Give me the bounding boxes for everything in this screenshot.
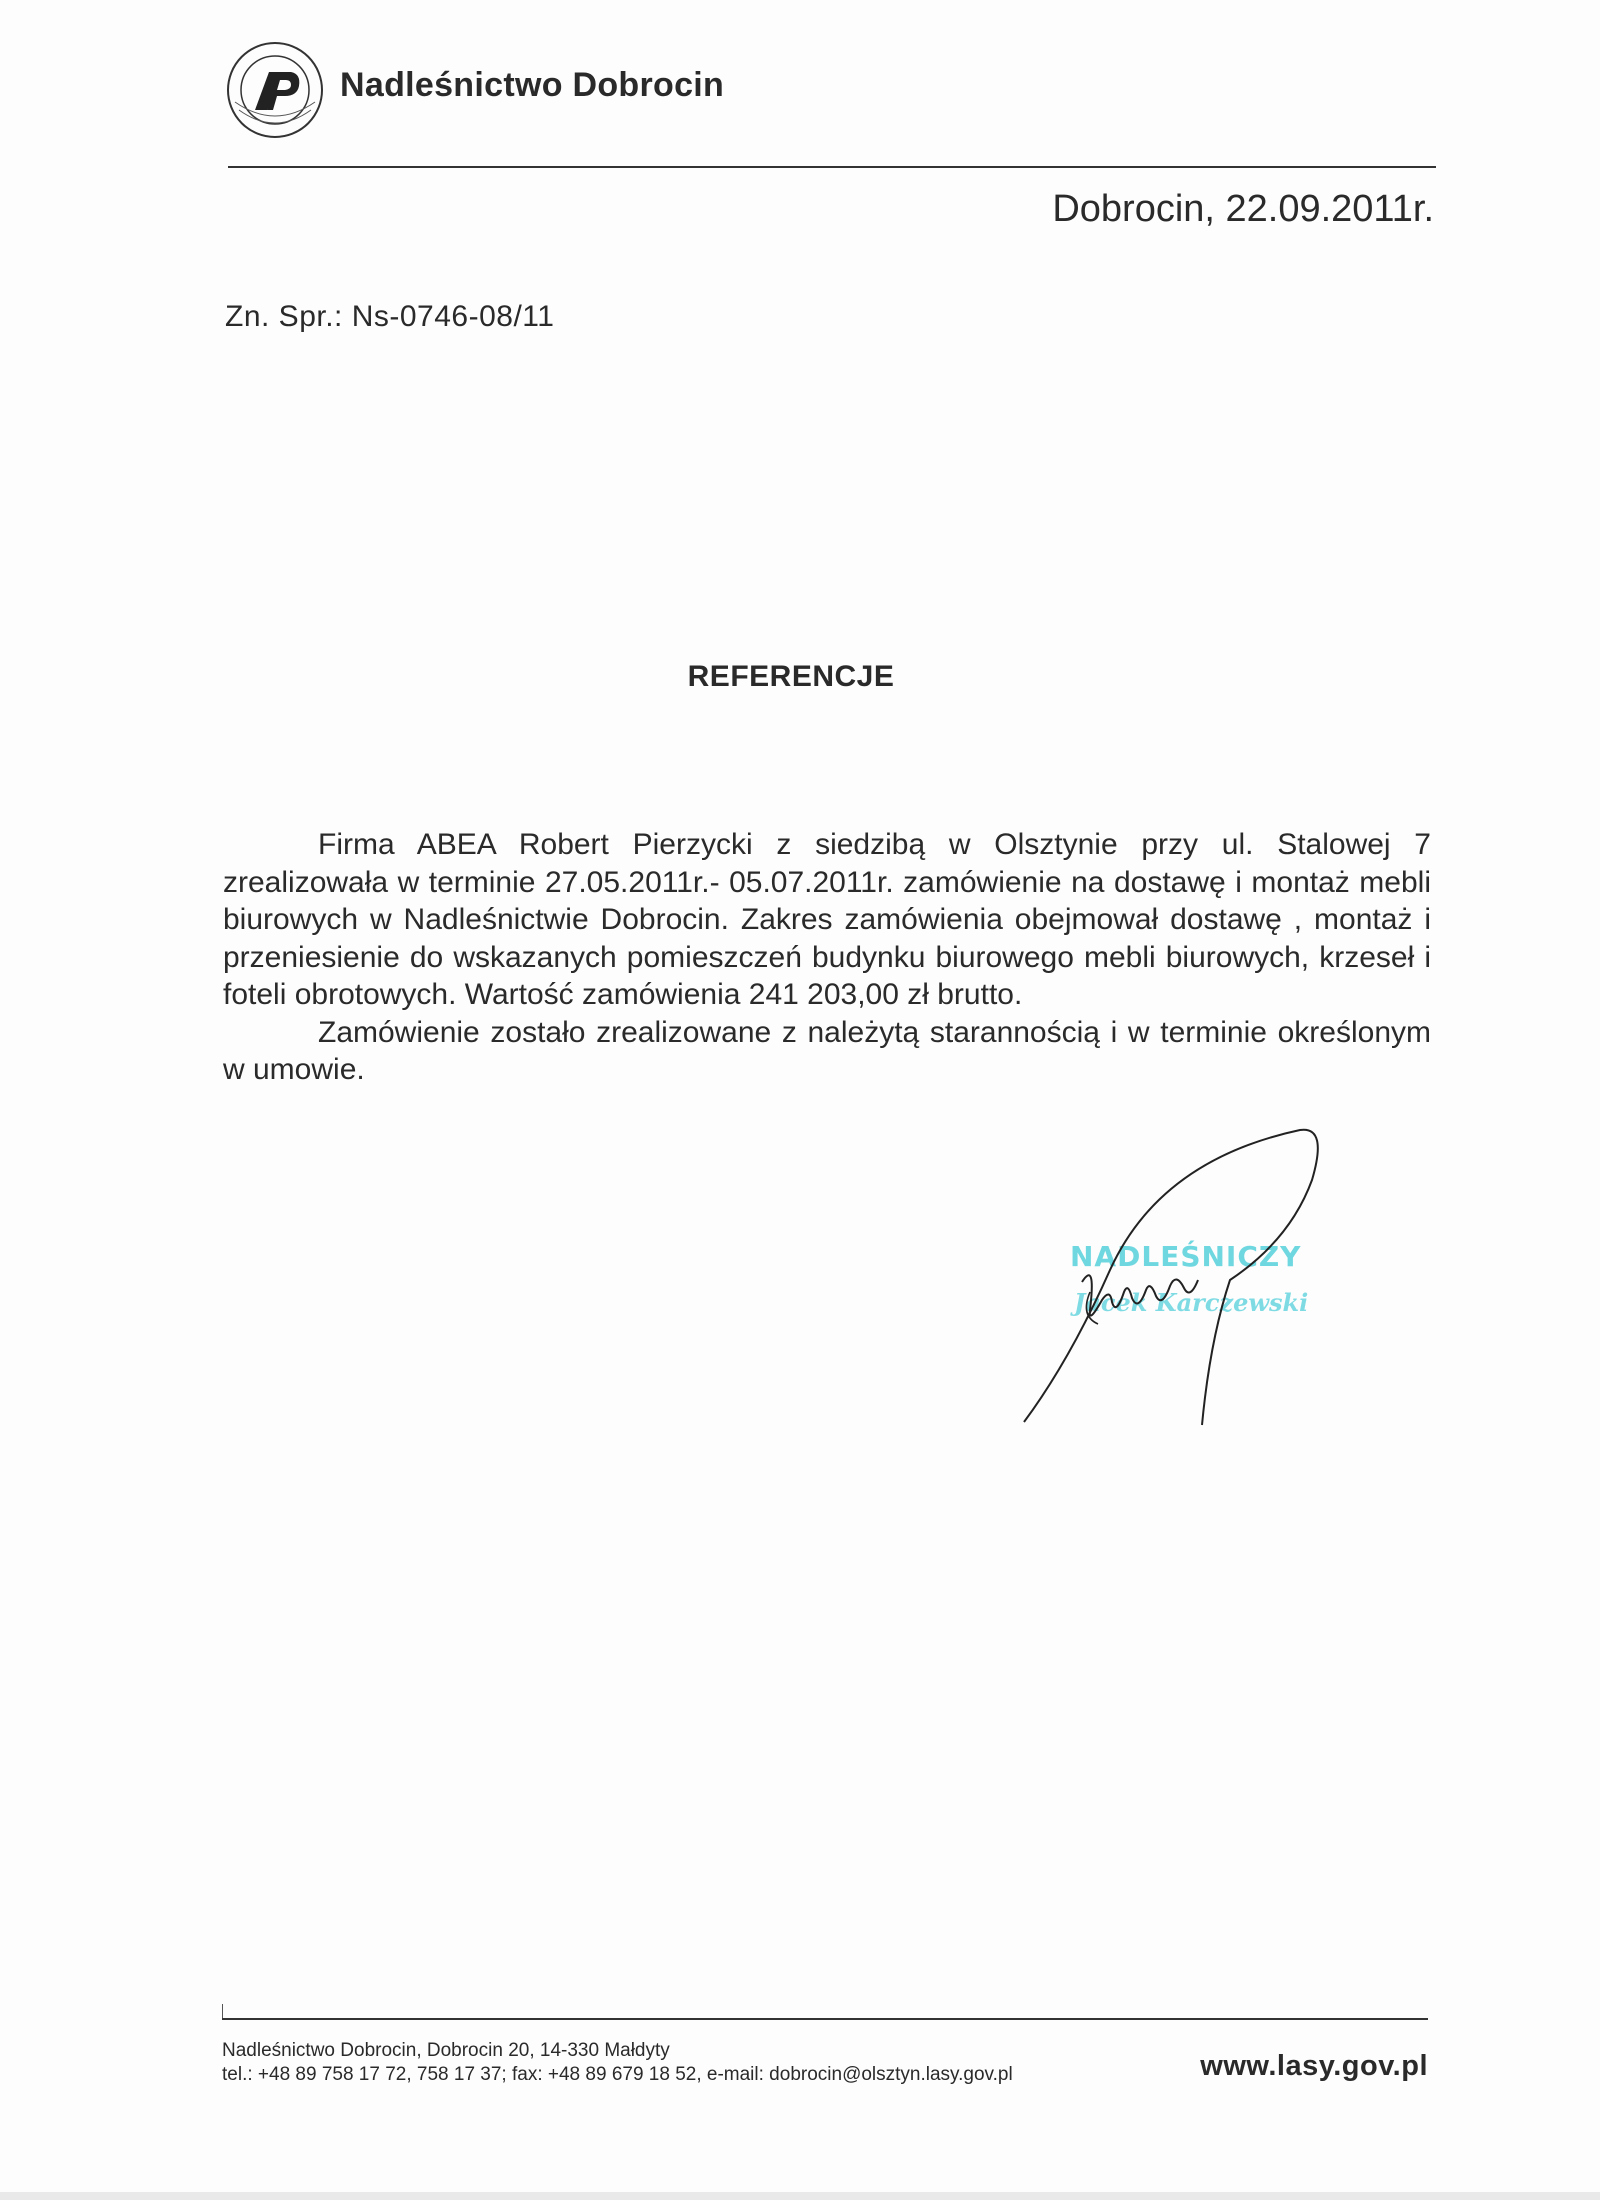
body-paragraph: Firma ABEA Robert Pierzycki z siedzibą w Olsztynie przy ul. Stalowej 7 zrealizowała w terminie 27.05.2011r.- 05.07.2011r. zamówienie na dostawę i montaż mebli biurowych w Nadleśnictwie Dobrocin. Zakres zamówienia obejmował dostawę , montaż i przeniesienie do wskazanych pomieszczeń budynku biurowego mebli biurowych, krzeseł i foteli obrotowych. Wartość zamówienia 241 203,00 zł brutto. bbox=[223, 828, 1431, 1011]
stamp-title: NADLEŚNICZY bbox=[1070, 1240, 1302, 1273]
footer-address: Nadleśnictwo Dobrocin, Dobrocin 20, 14-330 Małdyty bbox=[222, 2040, 670, 2061]
header-divider bbox=[228, 166, 1436, 168]
lasy-panstwowe-emblem-icon bbox=[225, 40, 325, 140]
letter-title: REFERENCJE bbox=[687, 660, 895, 693]
footer-contact: tel.: +48 89 758 17 72, 758 17 37; fax: +48 89 679 18 52, e-mail: dobrocin@olsztyn.lasy.gov.pl bbox=[222, 2064, 1013, 2085]
reference-number: Zn. Spr.: Ns-0746-08/11 bbox=[225, 300, 555, 333]
handwritten-signature-icon bbox=[1000, 1120, 1340, 1440]
footer-divider bbox=[222, 2018, 1428, 2020]
letter-date: Dobrocin, 22.09.2011r. bbox=[1052, 188, 1434, 230]
letter-body bbox=[223, 826, 1431, 1089]
organization-name: Nadleśnictwo Dobrocin bbox=[340, 66, 725, 104]
body-paragraph: Zamówienie zostało zrealizowane z należytą starannością i w terminie określonym w umowie. bbox=[223, 1015, 1431, 1086]
scan-edge bbox=[0, 2192, 1600, 2200]
footer-website: www.lasy.gov.pl bbox=[1200, 2050, 1428, 2082]
stamp-name: Jacek Karczewski bbox=[1074, 1288, 1309, 1317]
